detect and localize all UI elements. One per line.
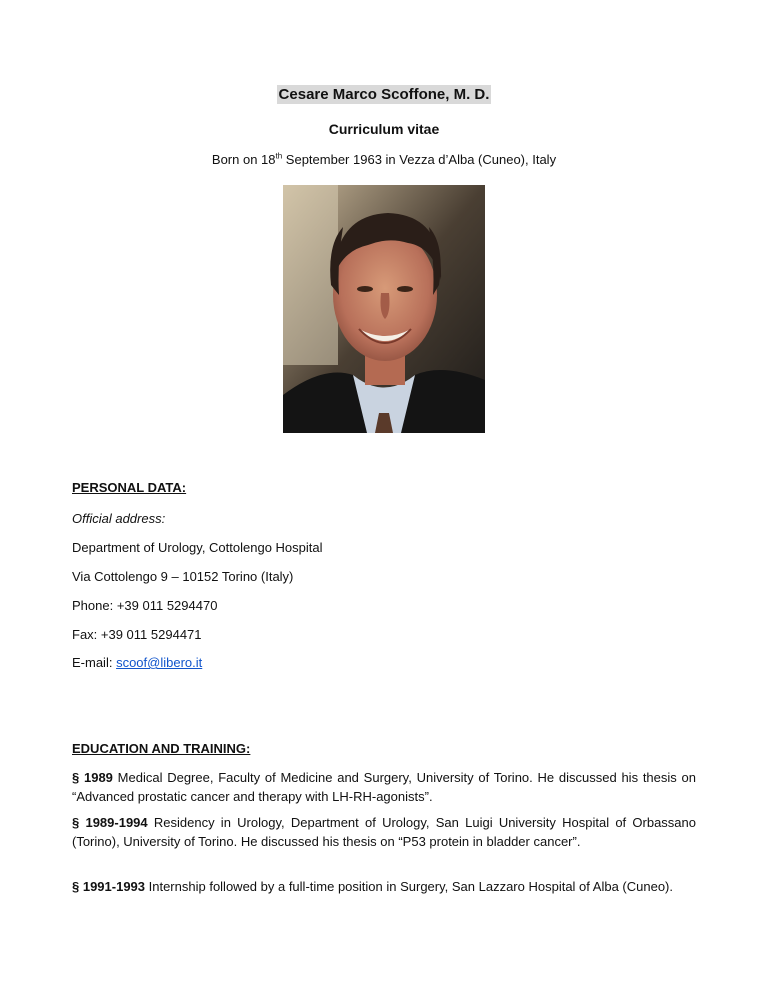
address-label: Official address: xyxy=(72,511,166,526)
personal-data-heading: PERSONAL DATA: xyxy=(72,480,187,495)
education-item-1991-1993: § 1991-1993 Internship followed by a full-time position in Surgery, San Lazzaro Hospital of Alba (Cuneo). xyxy=(72,879,673,894)
street-line: Via Cottolengo 9 – 10152 Torino (Italy) xyxy=(72,569,294,584)
phone-line: Phone: +39 011 5294470 xyxy=(72,598,218,613)
education-heading: EDUCATION AND TRAINING: xyxy=(72,741,251,756)
document-title: Curriculum vitae xyxy=(328,121,440,137)
education-item-1989-1994: § 1989-1994 Residency in Urology, Department of Urology, San Luigi University Hospital of Orbassano (Torino), University of Torino. He discussed his thesis on “P53 protein in bladder cancer”. xyxy=(72,815,696,849)
department-line: Department of Urology, Cottolengo Hospital xyxy=(72,540,323,555)
fax-line: Fax: +39 011 5294471 xyxy=(72,627,202,642)
doctor-name: Cesare Marco Scoffone, M. D. xyxy=(278,86,490,103)
email-line: E-mail: scoof@libero.it xyxy=(72,655,203,670)
education-item-1989: § 1989 Medical Degree, Faculty of Medicine and Surgery, University of Torino. He discussed his thesis on “Advanced prostatic cancer and therapy with LH-RH-agonists”. xyxy=(72,770,696,804)
portrait-photo xyxy=(283,185,485,433)
email-link[interactable]: scoof@libero.it xyxy=(116,655,203,670)
birth-info: Born on 18th September 1963 in Vezza d’Alba (Cuneo), Italy xyxy=(211,151,557,167)
